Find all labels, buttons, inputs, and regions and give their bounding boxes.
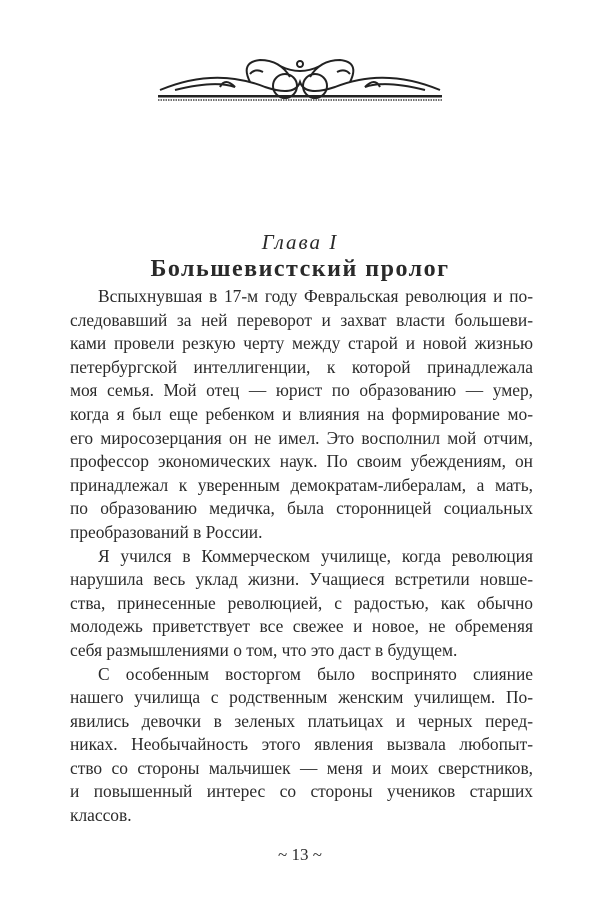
text-line: ство со стороны мальчишек — меня и моих сверстников, bbox=[70, 757, 533, 778]
text-line: следовавший за ней переворот и захват власти большеви- bbox=[70, 309, 533, 330]
text-line: явились девочки в зеленых платьицах и черных перед- bbox=[70, 710, 533, 731]
chapter-number: Глава I bbox=[261, 230, 339, 254]
paragraph bbox=[70, 285, 533, 545]
text-line: Я учился в Коммерческом училище, когда революция bbox=[98, 545, 533, 566]
decorative-ornament-icon bbox=[155, 52, 445, 102]
text-line: никах. Необычайность этого явления вызвала любопыт- bbox=[70, 734, 533, 755]
text-line: С особенным восторгом было воспринято слияние bbox=[98, 663, 533, 684]
text-line: нашего училища с родственным женским училищем. По- bbox=[70, 687, 533, 708]
text-line: когда я был еще ребенком и влияния на формирование мо- bbox=[70, 403, 533, 424]
text-line: профессор экономических наук. По своим убеждениям, он bbox=[70, 451, 533, 472]
text-line: моя семья. Мой отец — юрист по образованию — умер, bbox=[70, 380, 533, 401]
text-line: преобразований в России. bbox=[70, 521, 263, 542]
body-text bbox=[70, 285, 533, 828]
text-line: себя размышлениями о том, что это даст в будущем. bbox=[70, 639, 458, 660]
page-number: ~ 13 ~ bbox=[278, 845, 322, 864]
text-line: и повышенный интерес со стороны учеников старших bbox=[70, 781, 533, 802]
text-line: Вспыхнувшая в 17-м году Февральская революция и по- bbox=[98, 286, 533, 306]
text-line: классов. bbox=[70, 805, 132, 826]
text-line: ками провели резкую черту между старой и новой жизнью bbox=[70, 333, 533, 354]
text-line: молодежь приветствует все свежее и новое, не обременяя bbox=[70, 616, 533, 637]
text-line: принадлежал к уверенным демократам-либералам, а мать, bbox=[70, 474, 533, 495]
paragraph bbox=[70, 663, 533, 828]
text-line: по образованию медичка, была сторонницей социальных bbox=[70, 498, 533, 519]
text-line: ства, принесенные революцией, с радостью, как обычно bbox=[70, 592, 533, 613]
paragraph bbox=[70, 545, 533, 663]
text-line: петербургской интеллигенции, к которой принадлежала bbox=[70, 356, 533, 377]
text-line: его миросозерцания он не имел. Это восполнил мой отчим, bbox=[70, 427, 533, 448]
chapter-title: Большевистский пролог bbox=[150, 256, 450, 282]
text-line: нарушила весь уклад жизни. Учащиеся встретили новше- bbox=[70, 569, 533, 590]
